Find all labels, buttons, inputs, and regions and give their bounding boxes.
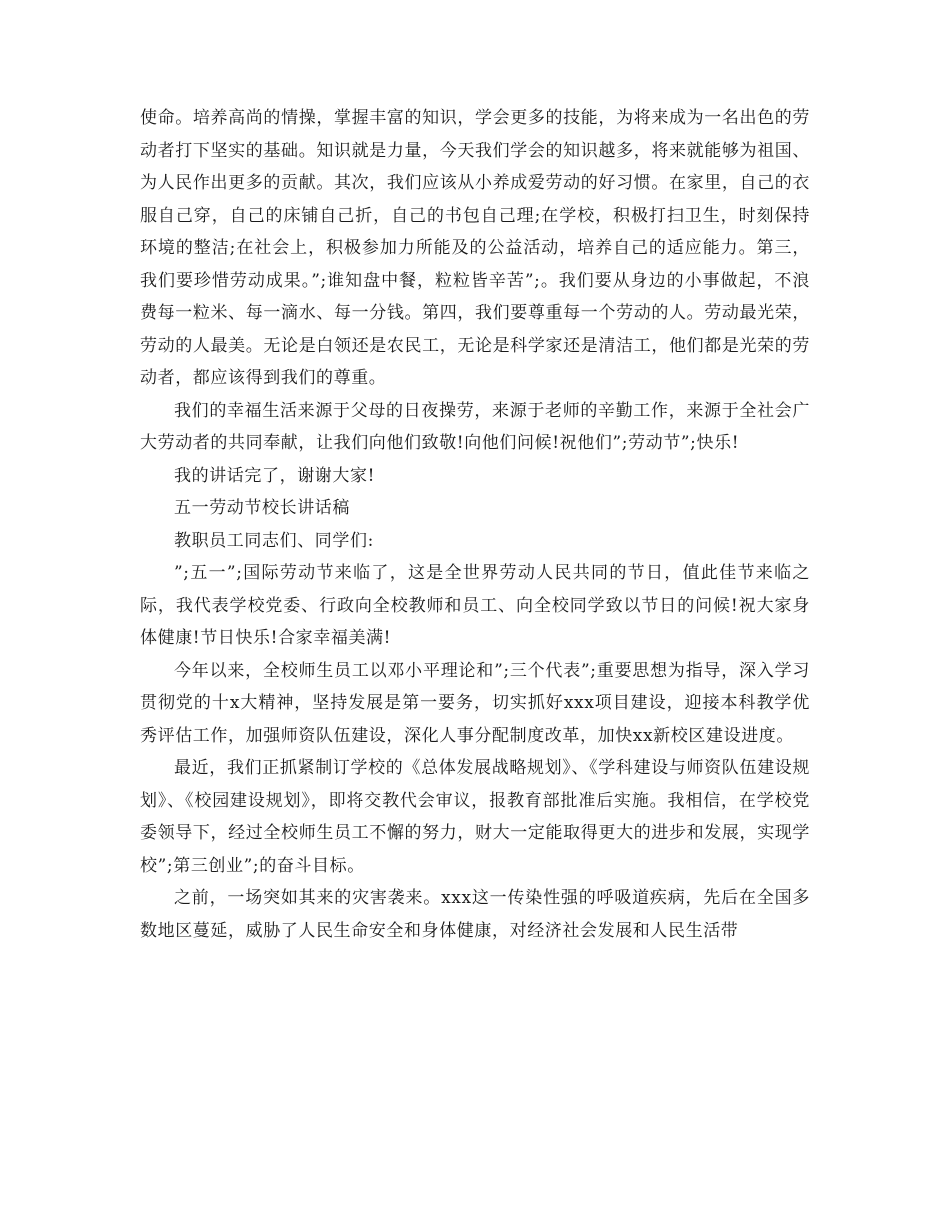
paragraph-greeting: ”;五一”;国际劳动节来临了，这是全世界劳动人民共同的节日，值此佳节来临之际，我代表学校党委、行政向全校教师和员工、向全校同学致以节日的问候!祝大家身体健康!节日快乐!合家幸福美满! bbox=[140, 563, 810, 648]
paragraph-continuation: 使命。培养高尚的情操，掌握丰富的知识，学会更多的技能，为将来成为一名出色的劳动者打下坚实的基础。知识就是力量，今天我们学会的知识越多，将来就能够为祖国、为人民作出更多的贡献。其次，我们应该从小养成爱劳动的好习惯。在家里，自己的衣服自己穿，自己的床铺自己折，自己的书包自己理;在学校，积极打扫卫生，时刻保持环境的整洁;在社会上，积极参加力所能及的公益活动，培养自己的适应能力。第三，我们要珍惜劳动成果。”;谁知盘中餐，粒粒皆辛苦”;。我们要从身边的小事做起，不浪费每一粒米、每一滴水、每一分钱。第四，我们要尊重每一个劳动的人。劳动最光荣，劳动的人最美。无论是白领还是农民工，无论是科学家还是清洁工，他们都是光荣的劳动者，都应该得到我们的尊重。 bbox=[140, 108, 810, 388]
section-title: 五一劳动节校长讲话稿 bbox=[174, 498, 350, 518]
paragraph-planning: 最近，我们正抓紧制订学校的《总体发展战略规划》、《学科建设与师资队伍建设规划》、《校园建设规划》，即将交教代会审议，报教育部批准后实施。我相信，在学校党委领导下，经过全校师生员工不懈的努力，财大一定能取得更大的进步和发展，实现学校”;第三创业”;的奋斗目标。 bbox=[140, 758, 810, 876]
paragraph-disaster: 之前，一场突如其来的灾害袭来。xxx这一传染性强的呼吸道疾病，先后在全国多数地区蔓延，威胁了人民生命安全和身体健康，对经济社会发展和人民生活带 bbox=[140, 888, 810, 941]
document-body bbox=[140, 102, 810, 947]
salutation: 教职员工同志们、同学们: bbox=[174, 530, 374, 551]
paragraph-gratitude: 我们的幸福生活来源于父母的日夜操劳，来源于老师的辛勤工作，来源于全社会广大劳动者的共同奉献，让我们向他们致敬!向他们问候!祝他们”;劳动节”;快乐! bbox=[140, 400, 810, 453]
paragraph-closing: 我的讲话完了，谢谢大家! bbox=[174, 465, 376, 486]
paragraph-achievements: 今年以来，全校师生员工以邓小平理论和”;三个代表”;重要思想为指导，深入学习贯彻党的十x大精神，坚持发展是第一要务，切实抓好xxx项目建设，迎接本科教学优秀评估工作，加强师资队伍建设，深化人事分配制度改革，加快xx新校区建设进度。 bbox=[140, 660, 810, 746]
